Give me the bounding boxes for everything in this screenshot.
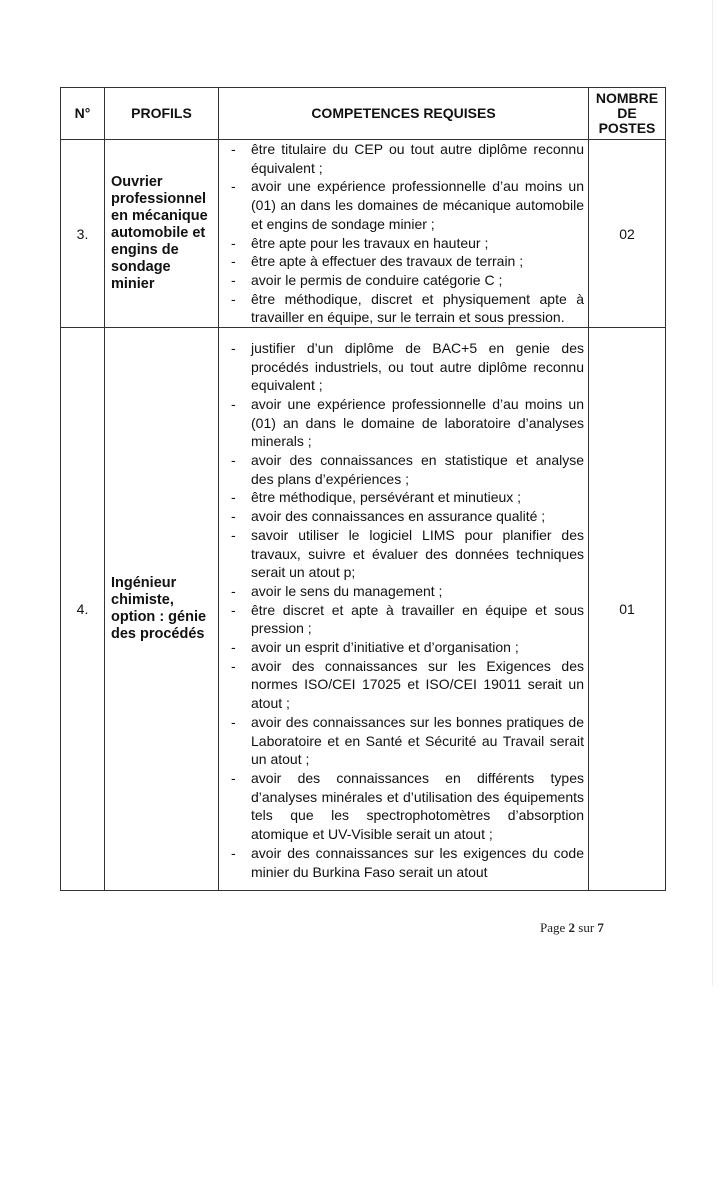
- header-profiles: PROFILS: [105, 88, 219, 140]
- skill-item: [231, 177, 584, 233]
- skills-cell: [219, 140, 589, 328]
- bullet-dash-icon: -: [231, 770, 236, 786]
- skill-item: [231, 234, 584, 253]
- header-skills: COMPETENCES REQUISES: [219, 88, 589, 140]
- bullet-dash-icon: -: [231, 339, 236, 356]
- bullet-dash-icon: -: [231, 844, 236, 861]
- skill-item: [231, 395, 584, 451]
- skill-text: avoir une expérience professionnelle d’au moins un (01) an dans les domaines de mécanique automobile et engins de sondage minier ;: [251, 178, 584, 232]
- skill-text: être discret et apte à travailler en équipe et sous pression ;: [251, 601, 584, 637]
- skill-item: [231, 290, 584, 327]
- skill-item: [231, 140, 584, 177]
- bullet-dash-icon: -: [231, 526, 236, 543]
- skill-text: avoir des connaissances sur les exigences du code minier du Burkina Faso serait un atout: [251, 844, 584, 880]
- skill-item: [231, 252, 584, 271]
- bullet-dash-icon: -: [231, 657, 236, 674]
- skill-item: [231, 601, 584, 638]
- skill-item: [231, 339, 584, 395]
- page-footer: [540, 920, 604, 936]
- skill-text: être méthodique, discret et physiquement apte à travailler en équipe, sur le terrain et sous pression.: [251, 290, 584, 326]
- header-num: N°: [61, 88, 105, 140]
- footer-separator: sur: [578, 920, 595, 935]
- profile-title: Ouvrier professionnel en mécanique automobile et engins de sondage minier: [111, 174, 208, 293]
- bullet-dash-icon: -: [231, 271, 236, 288]
- table-row: [61, 328, 666, 891]
- table-header-row: [61, 88, 666, 140]
- bullet-dash-icon: -: [231, 234, 236, 251]
- bullet-dash-icon: -: [231, 253, 236, 270]
- skill-item: [231, 844, 584, 881]
- requirements-table: [60, 87, 666, 891]
- skills-list: [219, 337, 588, 881]
- skill-text: avoir un esprit d’initiative et d’organisation ;: [251, 639, 519, 656]
- bullet-dash-icon: -: [231, 639, 236, 656]
- skill-text: être apte à effectuer des travaux de terrain ;: [251, 253, 524, 270]
- table-row: [61, 140, 666, 328]
- profile-cell: [105, 140, 219, 328]
- positions-count: 01: [589, 328, 666, 891]
- bullet-dash-icon: -: [231, 508, 236, 525]
- skill-item: [231, 769, 584, 844]
- skill-text: avoir des connaissances en statistique et analyse des plans d’expériences ;: [251, 452, 584, 487]
- skill-item: [231, 713, 584, 769]
- skill-text: avoir une expérience professionnelle d’au moins un (01) an dans le domaine de laboratoire d’analyses minerals ;: [251, 395, 584, 450]
- header-count: NOMBRE DE POSTES: [589, 88, 666, 140]
- row-number: 4.: [61, 328, 105, 891]
- positions-count: 02: [589, 140, 666, 328]
- bullet-dash-icon: -: [231, 178, 236, 195]
- skill-text: avoir des connaissances en différents types d’analyses minérales et d’utilisation des équipements tels que les spectrophotomètres d’absorption atomique et UV-Visible serait un atout ;: [251, 770, 584, 843]
- skill-item: [231, 526, 584, 582]
- skill-text: avoir des connaissances sur les Exigences des normes ISO/CEI 17025 et ISO/CEI 19011 serait un atout ;: [251, 657, 584, 712]
- footer-page-total: 7: [597, 920, 604, 935]
- skills-list: [219, 140, 588, 327]
- footer-page-number: 2: [568, 920, 576, 935]
- skill-text: savoir utiliser le logiciel LIMS pour planifier des travaux, suivre et évaluer des données techniques serait un atout p;: [251, 526, 584, 581]
- skill-item: [231, 582, 584, 601]
- skill-item: [231, 638, 584, 657]
- skill-text: être titulaire du CEP ou tout autre diplôme reconnu équivalent ;: [251, 141, 584, 176]
- skills-cell: [219, 328, 589, 891]
- skill-text: être méthodique, persévérant et minutieux ;: [251, 489, 522, 506]
- skill-text: avoir des connaissances en assurance qualité ;: [251, 508, 546, 525]
- row-number: 3.: [61, 140, 105, 328]
- skill-item: [231, 451, 584, 488]
- bullet-dash-icon: -: [231, 290, 236, 307]
- footer-prefix: Page: [540, 920, 566, 935]
- skill-item: [231, 488, 584, 507]
- bullet-dash-icon: -: [231, 713, 236, 730]
- bullet-dash-icon: -: [231, 601, 236, 618]
- bullet-dash-icon: -: [231, 582, 236, 599]
- skill-text: justifier d’un diplôme de BAC+5 en genie des procédés industriels, ou tout autre diplôme reconnu equivalent ;: [251, 339, 584, 394]
- bullet-dash-icon: -: [231, 395, 236, 412]
- skill-item: [231, 271, 584, 290]
- profile-cell: [105, 328, 219, 891]
- bullet-dash-icon: -: [231, 452, 236, 469]
- skill-text: être apte pour les travaux en hauteur ;: [251, 234, 489, 251]
- profile-title: Ingénieur chimiste, option : génie des procédés: [111, 575, 207, 643]
- skill-text: avoir le sens du management ;: [251, 582, 443, 599]
- skill-text: avoir des connaissances sur les bonnes pratiques de Laboratoire et en Santé et Sécurité au Travail serait un atout ;: [251, 713, 584, 768]
- bullet-dash-icon: -: [231, 489, 236, 506]
- bullet-dash-icon: -: [231, 141, 236, 157]
- skill-text: avoir le permis de conduire catégorie C ;: [251, 271, 503, 288]
- skill-item: [231, 657, 584, 713]
- skill-item: [231, 507, 584, 526]
